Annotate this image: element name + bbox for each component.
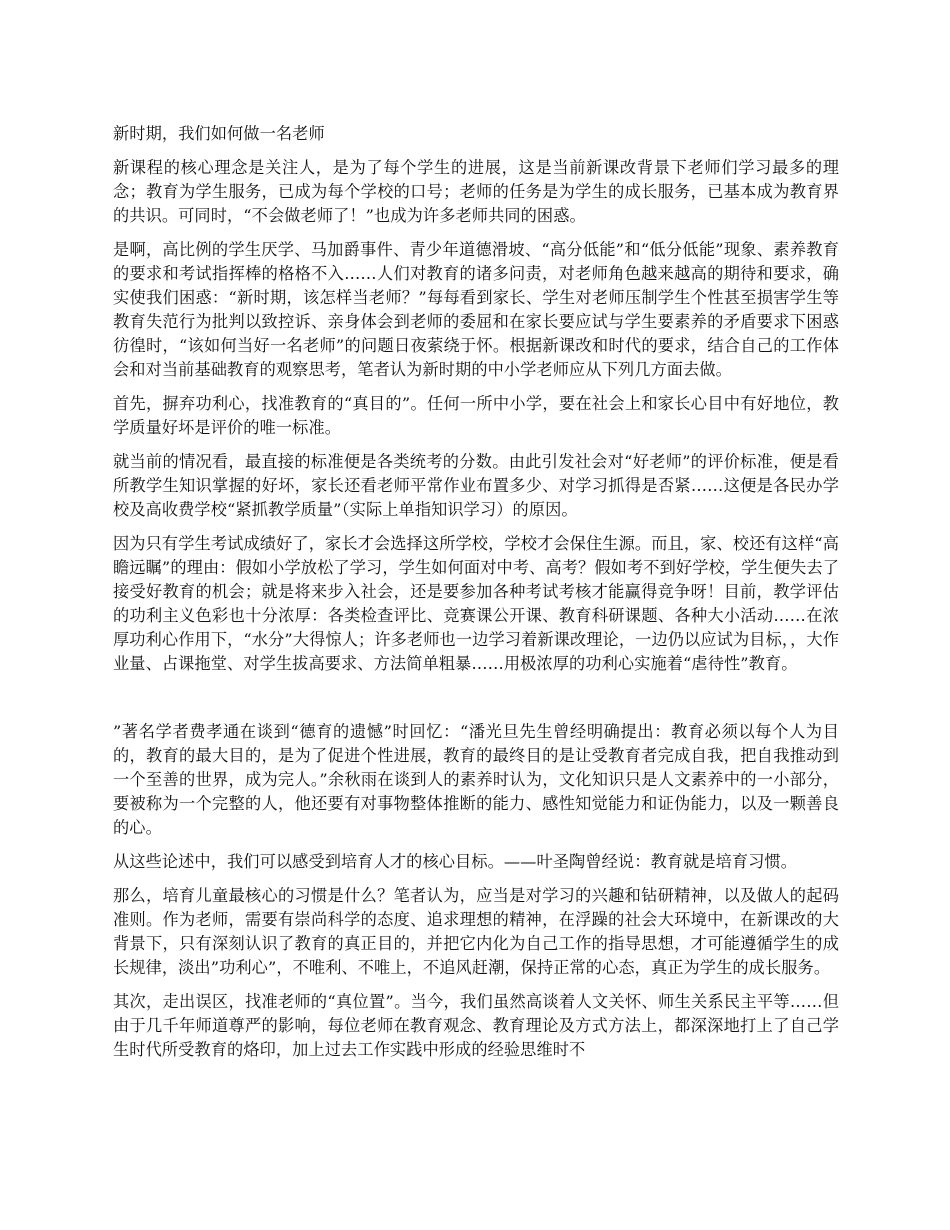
paragraph-utilitarian: 因为只有学生考试成绩好了，家长才会选择这所学校，学校才会保住生源。而且，家、校还有这样“高瞻远瞩”的理由：假如小学放松了学习，学生如何面对中考、高考？假如考不到好学校，学生便失去了接受好教育的机会；就是将来步入社会，还是要参加各种考试考核才能赢得竞争呀！目前，教学评估的功利主义色彩也十分浓厚：各类检查评比、竞赛课公开课、教育科研课题、各种大小活动……在浓厚功利心作用下，“水分”大得惊人；许多老师也一边学习着新课改理论，一边仍以应试为目标，，大作业量、占课拖堂、对学生拔高要求、方法简单粗暴……用极浓厚的功利心实施着“虐待性”教育。 <box>113 534 839 673</box>
section-gap <box>113 686 839 720</box>
paragraph-exam-standard: 就当前的情况看，最直接的标准便是各类统考的分数。由此引发社会对“好老师”的评价标准，便是看所教学生知识掌握的好坏，家长还看老师平常作业布置多少、对学习抓得是否紧……这便是各民办学校及高收费学校“紧抓教学质量”（实际上单指知识学习）的原因。 <box>113 452 839 519</box>
paragraph-core-concept: 新课程的核心理念是关注人，是为了每个学生的进展，这是当前新课改背景下老师们学习最多的理念；教育为学生服务，已成为每个学校的口号；老师的任务是为学生的成长服务，已基本成为教育界的共识。可同时，“不会做老师了！”也成为许多老师共同的困惑。 <box>113 158 839 225</box>
document-title: 新时期，我们如何做一名老师 <box>113 124 325 143</box>
paragraph-core-habit: 那么，培育儿童最核心的习惯是什么？笔者认为，应当是对学习的兴趣和钻研精神，以及做人的起码准则。作为老师，需要有崇尚科学的态度、追求理想的精神，在浮躁的社会大环境中，在新课改的大背景下，只有深刻认识了教育的真正目的，并把它内化为自己工作的指导思想，才可能遵循学生的成长规律，淡出”功利心”，不唯利、不唯上，不追风赶潮，保持正常的心态，真正为学生的成长服务。 <box>113 886 839 977</box>
paragraph-second-point: 其次，走出误区，找准老师的“真位置”。当今，我们虽然高谈着人文关怀、师生关系民主平等……但由于几千年师道尊严的影响，每位老师在教育观念、教育理论及方式方法上，都深深地打上了自己学生时代所受教育的烙印，加上过去工作实践中形成的经验思维时不 <box>113 992 839 1059</box>
document-page <box>113 122 839 1072</box>
paragraph-confusion: 是啊，高比例的学生厌学、马加爵事件、青少年道德滑坡、“高分低能”和“低分低能”现象、素养教育的要求和考试指挥棒的格格不入……人们对教育的诸多问责，对老师角色越来越高的期待和要求，确实使我们困惑：“新时期，该怎样当老师？”每每看到家长、学生对老师压制学生个性甚至损害学生等教育失范行为批判以致控诉、亲身体会到老师的委屈和在家长要应试与学生要素养的矛盾要求下困惑彷徨时，“该如何当好一名老师”的问题日夜萦绕于怀。根据新课改和时代的要求，结合自己的工作体会和对当前基础教育的观察思考，笔者认为新时期的中小学老师应从下列几方面去做。 <box>113 240 839 379</box>
paragraph-fei-xiaotong: ”著名学者费孝通在谈到“德育的遗憾”时回忆：“潘光旦先生曾经明确提出：教育必须以每个人为目的，教育的最大目的，是为了促进个性进展，教育的最终目的是让受教育者完成自我，把自我推动到一个至善的世界，成为完人。”余秋雨在谈到人的素养时认为，文化知识只是人文素养中的一小部分，要被称为一个完整的人，他还要有对事物整体推断的能力、感性知觉能力和证伪能力，以及一颗善良的心。 <box>113 722 839 837</box>
paragraph-first-point: 首先，摒弃功利心，找准教育的“真目的”。任何一所中小学，要在社会上和家长心目中有好地位，教学质量好坏是评价的唯一标准。 <box>113 394 839 437</box>
paragraph-ye-shengtao: 从这些论述中，我们可以感受到培育人才的核心目标。——叶圣陶曾经说：教育就是培育习惯。 <box>113 852 798 871</box>
